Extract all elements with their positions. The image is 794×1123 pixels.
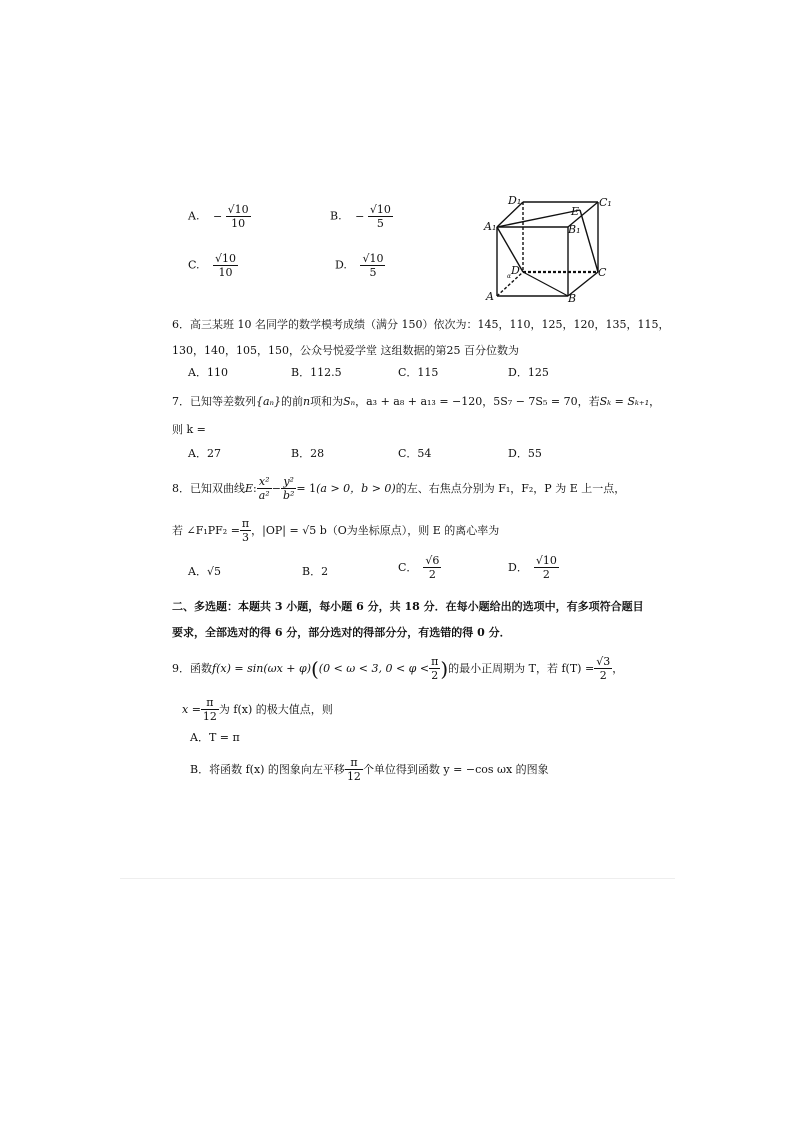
q5-option-a[interactable]: A. − $\frac{√10}{10}$ <box>188 203 249 230</box>
label-c: C <box>598 266 607 279</box>
q5-option-b-fraction: $\frac{√10}{5}$ <box>369 203 391 230</box>
q9-shift-fraction: $\frac{\pi}{12}$ <box>346 756 361 783</box>
section2-line2: 要求，全部选对的得 6 分，部分选对的得部分分，有选错的得 0 分． <box>172 626 511 639</box>
q5-option-c[interactable]: C. $\frac{√10}{10}$ <box>188 252 237 279</box>
q5-option-d[interactable]: D. $\frac{√10}{5}$ <box>335 252 384 279</box>
label-e: E <box>571 205 580 218</box>
q6-option-b[interactable]: B．112.5 <box>291 366 342 379</box>
q9-sqrt3-fraction: $\frac{√3}{2}$ <box>596 655 611 682</box>
label-d: D <box>511 264 520 277</box>
cube-figure <box>480 192 615 307</box>
q7-line2: 则 k = <box>172 423 206 436</box>
q6-line1: 6．高三某班 10 名同学的数学模考成绩（满分 150）依次为：145，110，125，120，135，115， <box>172 318 670 331</box>
q5-option-c-fraction: $\frac{√10}{10}$ <box>215 252 237 279</box>
q9-line1: 9．函数 f(x) = sin(ωx + φ) ( (0 < ω < 3, 0 < φ < $\frac{\pi}{2}$ ) 的最小正周期为 T，若 f(T) = $\frac{√3}{2}$ ， <box>172 655 624 682</box>
label-a: A <box>486 290 494 303</box>
q9-option-b[interactable]: B．将函数 f(x) 的图象向左平移 $\frac{\pi}{12}$ 个单位得到函数 y = −cos ωx 的图象 <box>190 756 549 783</box>
q6-line2: 130，140，105，150，公众号悦爱学堂 这组数据的第25 百分位数为 <box>172 344 519 357</box>
label-c1: C₁ <box>599 196 612 209</box>
q5-option-b[interactable]: B. − $\frac{√10}{5}$ <box>330 203 391 230</box>
q8-option-b[interactable]: B．2 <box>302 565 329 578</box>
q7-line1: 7．已知等差数列{aₙ}的前n项和为Sₙ，a₃ + a₈ + a₁₃ = −120，5S₇ − 7S₅ = 70，若Sₖ = Sₖ₊₁， <box>172 395 661 408</box>
q5-option-d-fraction: $\frac{√10}{5}$ <box>362 252 384 279</box>
q9-x-fraction: $\frac{\pi}{12}$ <box>202 696 217 723</box>
page-divider <box>120 878 675 879</box>
section2-line1: 二、多选题：本题共 3 小题，每小题 6 分，共 18 分．在每小题给出的选项中，有多项符合题目 <box>172 600 644 613</box>
q8-line2: 若 ∠F₁PF₂ = $\frac{\pi}{3}$ ，|OP| = √5 b（O为坐标原点），则 E 的离心率为 <box>172 517 500 544</box>
q8-option-d[interactable]: D． $\frac{√10}{2}$ <box>508 554 557 581</box>
q7-option-a[interactable]: A．27 <box>188 447 221 460</box>
label-small: α <box>507 273 512 280</box>
q7-option-b[interactable]: B．28 <box>291 447 325 460</box>
q8-angle-fraction: $\frac{\pi}{3}$ <box>241 517 250 544</box>
q8-y-fraction: $\frac{\text{y²}}{\text{b²}}$ <box>282 475 295 502</box>
q6-option-d[interactable]: D．125 <box>508 366 549 379</box>
label-a1: A₁ <box>484 220 497 233</box>
q8-line1: 8．已知双曲线 E : $\frac{\text{x²}}{\text{a²}}$ − $\frac{\text{y²}}{\text{b²}}$ = 1 (a > 0，b > 0) 的左、右焦点分别为 F₁，F₂，P 为 E 上一点， <box>172 475 626 502</box>
q8-option-a[interactable]: A．√5 <box>188 565 221 578</box>
q7-option-c[interactable]: C．54 <box>398 447 432 460</box>
q8-x-fraction: $\frac{\text{x²}}{\text{a²}}$ <box>258 475 270 502</box>
label-d1: D₁ <box>508 194 522 207</box>
q5-option-a-fraction: $\frac{√10}{10}$ <box>227 203 249 230</box>
q6-option-c[interactable]: C．115 <box>398 366 439 379</box>
label-b: B <box>568 292 577 305</box>
label-b1: B₁ <box>568 223 581 236</box>
q9-option-a[interactable]: A．T = π <box>190 731 240 744</box>
q9-line2: x = $\frac{\pi}{12}$ 为 f(x) 的极大值点，则 <box>182 696 333 723</box>
q7-option-d[interactable]: D．55 <box>508 447 542 460</box>
q8-option-c[interactable]: C． $\frac{√6}{2}$ <box>398 554 440 581</box>
q6-option-a[interactable]: A．110 <box>188 366 228 379</box>
q9-phi-fraction: $\frac{\pi}{2}$ <box>431 655 439 682</box>
